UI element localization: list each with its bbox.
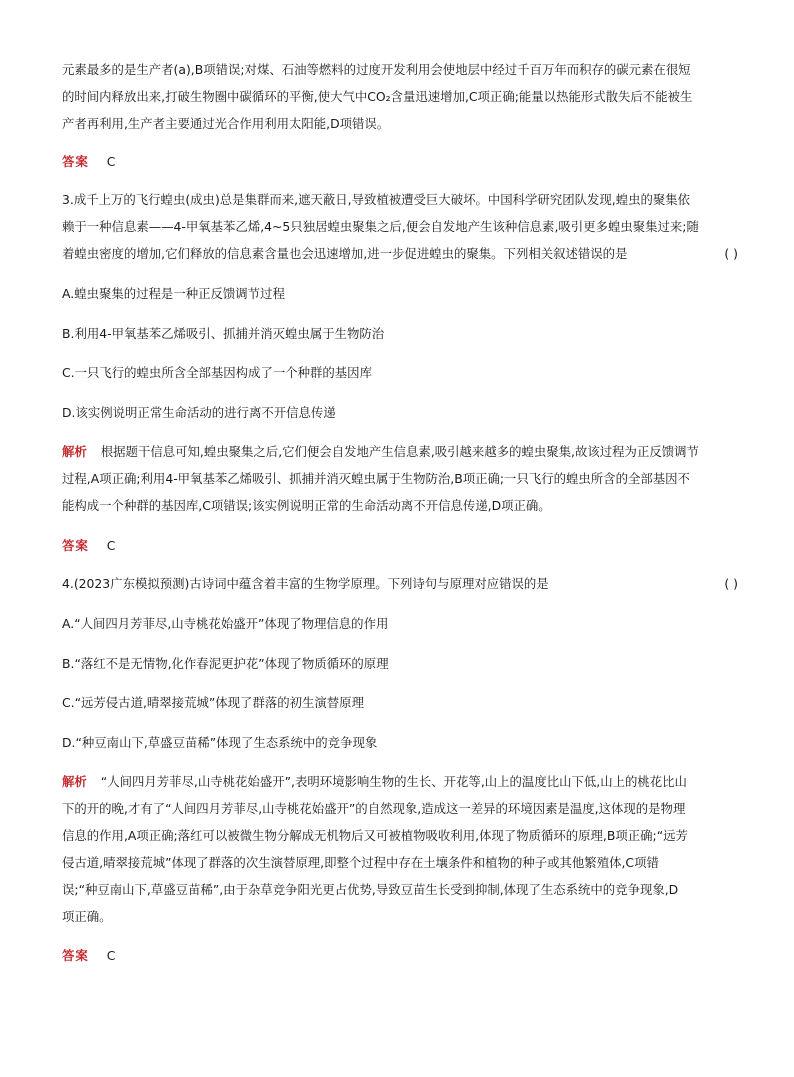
text-line: 的时间内释放出来,打破生物圈中碳循环的平衡,使大气中CO₂含量迅速增加,C项正确;能量以热能形式散失后不能被生 [62, 89, 693, 104]
answer-value: C [106, 538, 116, 553]
q4-stem-line [62, 576, 738, 592]
text-line: 产者再利用,生产者主要通过光合作用利用太阳能,D项错误。 [62, 116, 390, 131]
q4-analysis-line: 下的开的晚,才有了“人间四月芳菲尽,山寺桃花始盛开”的自然现象,造成这一差异的环境因素是温度,这体现的是物理 [62, 801, 686, 816]
q3-stem-line-last [62, 246, 738, 262]
q3-option-c: C.一只飞行的蝗虫所含全部基因构成了一个种群的基因库 [62, 365, 372, 380]
answer-row [62, 538, 738, 554]
q3-analysis-line [62, 444, 738, 460]
q4-stem-text: 4.(2023广东模拟预测)古诗词中蕴含着丰富的生物学原理。下列诗句与原理对应错误的是 [62, 576, 549, 591]
q4-analysis-line: 项正确。 [62, 909, 112, 924]
q3-stem-line: 赖于一种信息素——4-甲氧基苯乙烯,4~5只独居蝗虫聚集之后,便会自发地产生该种信息素,吸引更多蝗虫聚集过来;随 [62, 219, 699, 234]
answer-label: 答案 [62, 538, 89, 553]
analysis-label: 解析 [62, 444, 87, 459]
analysis-label: 解析 [62, 774, 87, 789]
answer-value: C [106, 154, 116, 169]
q3-option-b: B.利用4-甲氧基苯乙烯吸引、抓捕并消灭蝗虫属于生物防治 [62, 326, 385, 341]
q3-option-d: D.该实例说明正常生命活动的进行离不开信息传递 [62, 405, 336, 420]
q4-option-a: A.“人间四月芳菲尽,山寺桃花始盛开”体现了物理信息的作用 [62, 616, 389, 631]
answer-value: C [106, 948, 116, 963]
answer-bracket: ( ) [724, 246, 738, 261]
text-line: 元素最多的是生产者(a),B项错误;对煤、石油等燃料的过度开发利用会使地层中经过千百万年而积存的碳元素在很短 [62, 62, 691, 77]
q4-option-b: B.“落红不是无情物,化作春泥更护花”体现了物质循环的原理 [62, 656, 389, 671]
answer-row [62, 948, 738, 964]
q4-analysis-line: 信息的作用,A项正确;落红可以被微生物分解成无机物后又可被植物吸收利用,体现了物质循环的原理,B项正确;“远芳 [62, 828, 688, 843]
q4-analysis-line [62, 774, 738, 790]
q4-analysis-line: 侵古道,晴翠接荒城”体现了群落的次生演替原理,即整个过程中存在土壤条件和植物的种子或其他繁殖体,C项错 [62, 855, 659, 870]
q4-analysis-line: 误;“种豆南山下,草盛豆苗稀”,由于杂草竞争阳光更占优势,导致豆苗生长受到抑制,体现了生态系统中的竞争现象,D [62, 882, 679, 897]
answer-label: 答案 [62, 154, 89, 169]
q3-analysis-line: 过程,A项正确;利用4-甲氧基苯乙烯吸引、抓捕并消灭蝗虫属于生物防治,B项正确;一只飞行的蝗虫所含的全部基因不 [62, 471, 690, 486]
answer-row [62, 154, 738, 170]
q4-option-d: D.“种豆南山下,草盛豆苗稀”体现了生态系统中的竞争现象 [62, 735, 378, 750]
q4-analysis-text: “人间四月芳菲尽,山寺桃花始盛开”,表明环境影响生物的生长、开花等,山上的温度比山下低,山上的桃花比山 [100, 774, 687, 789]
q3-analysis-text: 根据题干信息可知,蝗虫聚集之后,它们便会自发地产生信息素,吸引越来越多的蝗虫聚集,故该过程为正反馈调节 [100, 444, 699, 459]
q4-option-c: C.“远芳侵古道,晴翠接荒城”体现了群落的初生演替原理 [62, 695, 364, 710]
q3-stem-line: 3.成千上万的飞行蝗虫(成虫)总是集群而来,遮天蔽日,导致植被遭受巨大破坏。中国科学研究团队发现,蝗虫的聚集依 [62, 192, 691, 207]
answer-bracket: ( ) [724, 576, 738, 591]
answer-label: 答案 [62, 948, 89, 963]
q3-option-a: A.蝗虫聚集的过程是一种正反馈调节过程 [62, 286, 285, 301]
q3-stem-text: 着蝗虫密度的增加,它们释放的信息素含量也会迅速增加,进一步促进蝗虫的聚集。下列相关叙述错误的是 [62, 246, 628, 261]
q3-analysis-line: 能构成一个种群的基因库,C项错误;该实例说明正常的生命活动离不开信息传递,D项正确。 [62, 498, 551, 513]
